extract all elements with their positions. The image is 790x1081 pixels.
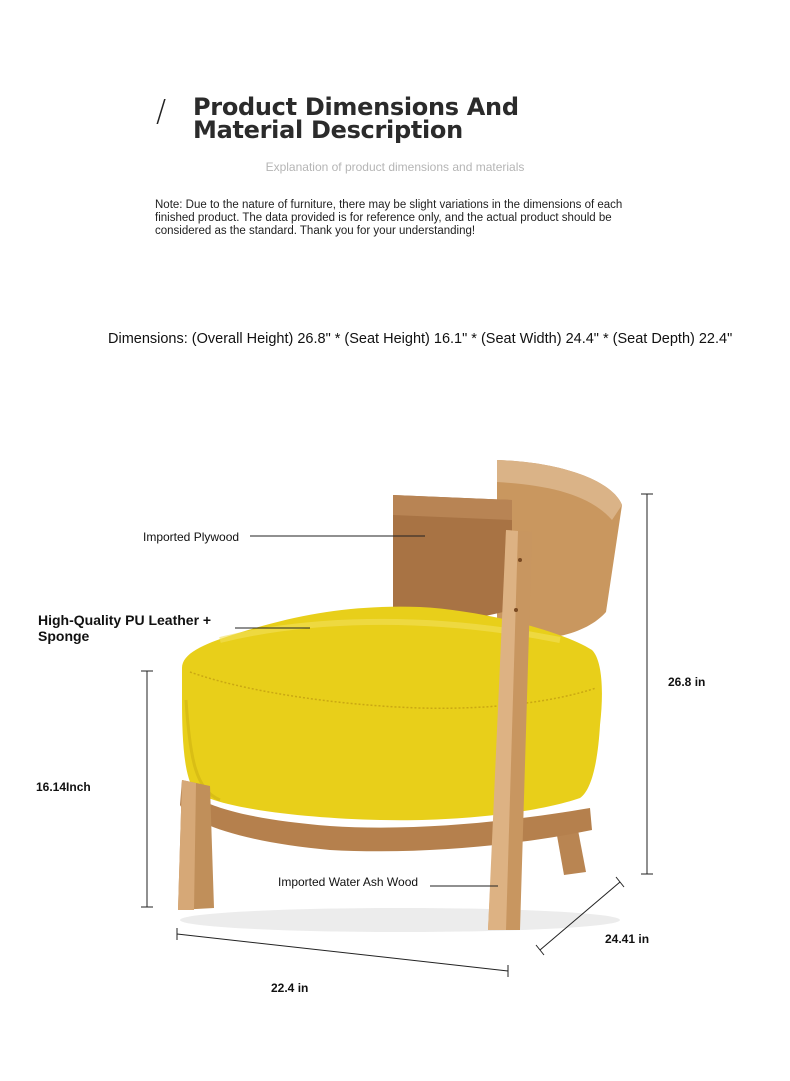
callout-leather: High-Quality PU Leather + Sponge bbox=[38, 612, 212, 644]
title-slash: / bbox=[156, 94, 167, 129]
width-label: 22.4 in bbox=[271, 981, 309, 995]
page-subtitle: Explanation of product dimensions and materials bbox=[265, 160, 525, 174]
callout-wood: Imported Water Ash Wood bbox=[278, 875, 419, 889]
overall-height-label: 26.8 in bbox=[668, 675, 706, 689]
floor-shadow bbox=[180, 908, 620, 932]
disclaimer-note: Note: Due to the nature of furniture, there may be slight variations in the dimensions of each finished product. The data provided is for reference only, and the actual product should be considered as the standard. Thank you for your understanding! bbox=[155, 199, 623, 237]
back-leg-right bbox=[556, 830, 586, 875]
dimensions-summary: Dimensions: (Overall Height) 26.8" * (Seat Height) 16.1" * (Seat Width) 24.4" * (Seat Depth) 22.4" bbox=[108, 331, 733, 347]
seat-height-label: 16.14Inch bbox=[36, 780, 91, 794]
callout-plywood: Imported Plywood bbox=[143, 530, 240, 544]
page-title: Product Dimensions And Material Description bbox=[193, 93, 519, 144]
depth-label: 24.41 in bbox=[605, 932, 650, 946]
